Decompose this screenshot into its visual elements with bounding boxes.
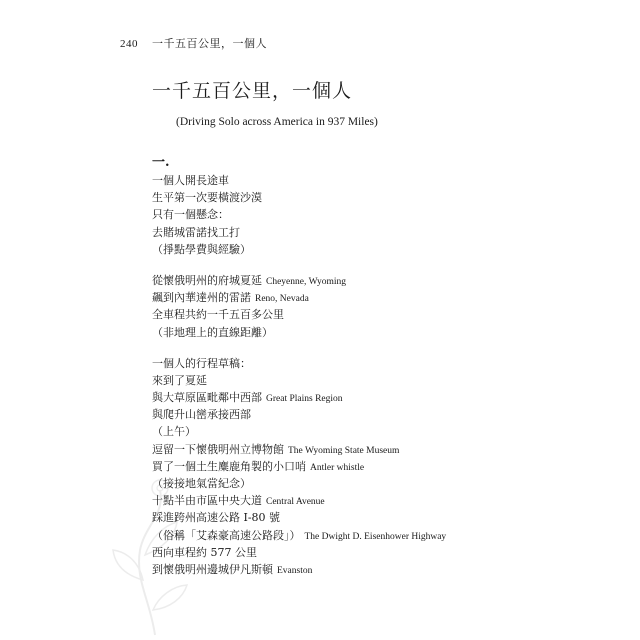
line-text: （俗稱「艾森豪高速公路段」） <box>152 528 301 542</box>
running-title: 一千五百公里，一個人 <box>152 37 267 50</box>
floral-watermark <box>95 470 205 640</box>
poem-line <box>152 492 612 509</box>
poem-line <box>152 544 612 561</box>
poem-line <box>152 458 612 475</box>
poem-line <box>152 289 612 306</box>
english-gloss: The Wyoming State Museum <box>288 445 400 456</box>
poem-line <box>152 241 612 258</box>
english-gloss: Antler whistle <box>310 462 365 473</box>
poem-line <box>152 372 612 389</box>
line-text: 買了一個土生麋鹿角製的小口哨 <box>152 459 306 473</box>
line-text: 十點半由市區中央大道 <box>152 494 262 508</box>
poem-line <box>152 224 612 241</box>
poem-line <box>152 475 612 492</box>
poem-line <box>152 355 612 372</box>
line-text: 去賭城雷諾找工打 <box>152 225 240 239</box>
line-text: 從懷俄明州的府城夏延 <box>152 273 262 287</box>
line-text: 飆到內華達州的雷諾 <box>152 291 251 305</box>
poem-body <box>152 172 612 578</box>
line-text: （非地理上的直線距離） <box>152 325 273 339</box>
line-text: 來到了夏延 <box>152 373 207 387</box>
line-text: 到懷俄明州邊城伊凡斯頓 <box>152 562 273 576</box>
poem-line <box>152 189 612 206</box>
line-text: （上午） <box>152 425 196 439</box>
running-header <box>120 35 267 51</box>
line-text: （掙點學費與經驗） <box>152 242 251 256</box>
poem-line <box>152 406 612 423</box>
poem-line <box>152 423 612 440</box>
line-text: 逗留一下懷俄明州立博物館 <box>152 442 284 456</box>
stanza-break <box>152 341 612 355</box>
poem-line <box>152 509 612 526</box>
section-number: 一. <box>152 155 170 170</box>
line-text: 一個人開長途車 <box>152 174 229 187</box>
english-gloss: The Dwight D. Eisenhower Highway <box>304 531 447 542</box>
poem-line <box>152 389 612 406</box>
poem-line <box>152 206 612 223</box>
line-text: 踩進跨州高速公路 I-80 號 <box>152 511 281 525</box>
english-gloss: Cheyenne, Wyoming <box>266 276 346 287</box>
line-text: 只有一個懸念： <box>152 208 229 222</box>
english-gloss: Central Avenue <box>266 497 325 508</box>
poem-line <box>152 172 612 189</box>
poem-line <box>152 441 612 458</box>
poem-line <box>152 561 612 578</box>
poem-line <box>152 272 612 289</box>
poem-line <box>152 306 612 323</box>
line-text: 與大草原區毗鄰中西部 <box>152 391 262 405</box>
line-text: （接接地氣當紀念） <box>152 477 251 490</box>
english-gloss: Great Plains Region <box>266 394 343 405</box>
page-number: 240 <box>120 38 138 50</box>
line-text: 生平第一次要橫渡沙漠 <box>152 191 262 205</box>
stanza-break <box>152 258 612 272</box>
english-gloss: Reno, Nevada <box>255 294 309 305</box>
line-text: 全車程共約一千五百多公里 <box>152 308 284 322</box>
english-gloss: Evanston <box>277 565 313 576</box>
line-text: 西向車程約 577 公里 <box>152 545 257 559</box>
chapter-title: 一千五百公里，一個人 <box>152 80 353 102</box>
line-text: 與爬升山巒承接西部 <box>152 408 251 422</box>
poem-line <box>152 527 612 544</box>
poem-line <box>152 324 612 341</box>
line-text: 一個人的行程草稿： <box>152 356 251 370</box>
chapter-subtitle: (Driving Solo across America in 937 Miles) <box>176 116 378 128</box>
